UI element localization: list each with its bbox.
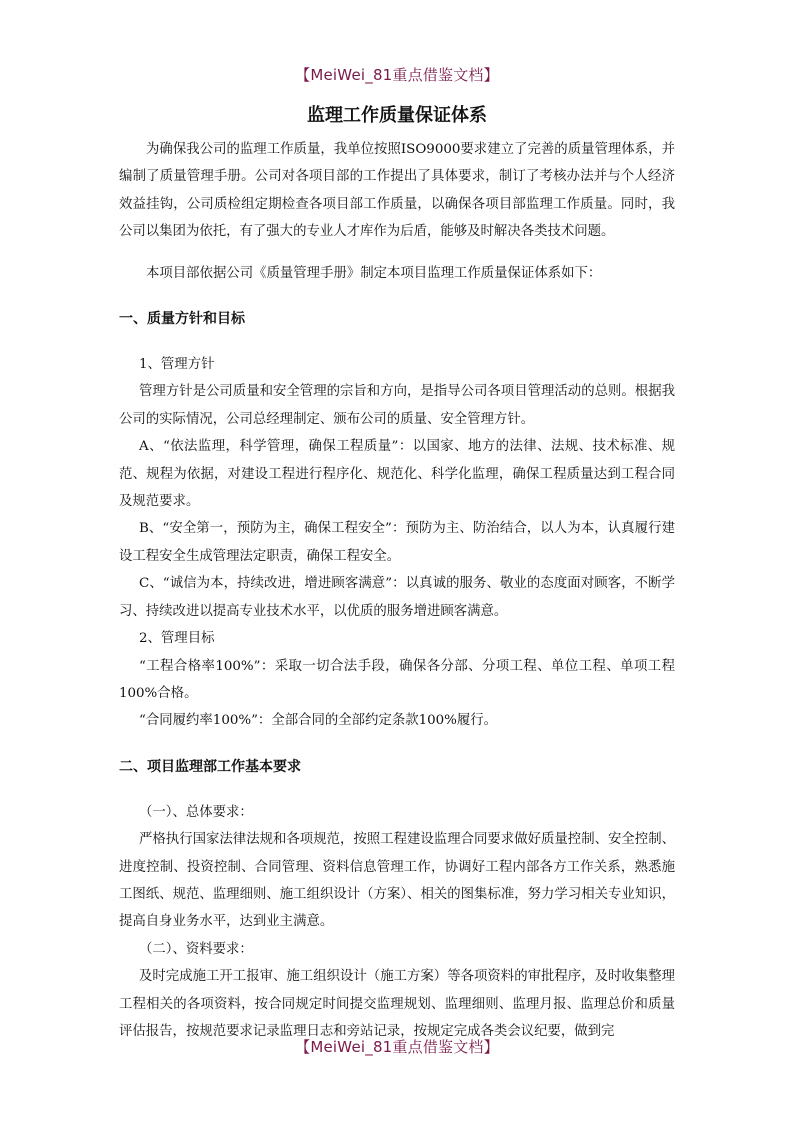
section-heading-2: 二、项目监理部工作基本要求	[119, 758, 301, 775]
goal-item-2: “合同履约率100%”：全部合同的全部约定条款100%履行。	[139, 713, 498, 729]
policy-item-b: B、“安全第一，预防为主，确保工程安全”：预防为主、防治结合，以人为本，认真履行建设工程安全生成管理法定职责，确保工程安全。	[119, 521, 675, 564]
goal-item-1: “工程合格率100%”：采取一切合法手段，确保各分部、分项工程、单位工程、单项工程100%合格。	[119, 658, 675, 701]
policy-body: 管理方针是公司质量和安全管理的宗旨和方向，是指导公司各项目管理活动的总则。根据我公司的实际情况，公司总经理制定、颁布公司的质量、安全管理方针。	[119, 384, 675, 427]
overall-requirements-body: 严格执行国家法律法规和各项规范，按照工程建设监理合同要求做好质量控制、安全控制、进度控制、投资控制、合同管理、资料信息管理工作，协调好工程内部各方工作关系，熟悉施工图纸、规范、监理细则、施工组织设计（方案）、相关的图集标准，努力学习相关专业知识，提高自身业务水平，达到业主满意。	[119, 832, 675, 930]
section-heading-1: 一、质量方针和目标	[119, 311, 245, 328]
watermark-top: 【MeiWei_81重点借鉴文档】	[295, 66, 499, 84]
intro-paragraph-2: 本项目部依据公司《质量管理手册》制定本项目监理工作质量保证体系如下：	[146, 265, 602, 281]
subsection-title-goals: 2、管理目标	[139, 631, 215, 647]
subsection-title-overall: （一）、总体要求：	[139, 804, 253, 820]
document-title: 监理工作质量保证体系	[307, 105, 487, 126]
document-requirements-body: 及时完成施工开工报审、施工组织设计（施工方案）等各项资料的审批程序，及时收集整理工程相关的各项资料，按合同规定时间提交监理规划、监理细则、监理月报、监理总价和质量评估报告，按规范要求记录监理日志和旁站记录，按规定完成各类会议纪要，做到完	[119, 969, 675, 1039]
intro-paragraph-1: 为确保我公司的监理工作质量，我单位按照ISO9000要求建立了完善的质量管理体系，并编制了质量管理手册。公司对各项目部的工作提出了具体要求，制订了考核办法并与个人经济效益挂钩，公司质检组定期检查各项目部工作质量，以确保各项目部监理工作质量。同时，我公司以集团为依托，有了强大的专业人才库作为后盾，能够及时解决各类技术问题。	[119, 142, 675, 240]
watermark-bottom: 【MeiWei_81重点借鉴文档】	[295, 1038, 499, 1056]
policy-item-c: C、“诚信为本，持续改进，增进顾客满意”：以真诚的服务、敬业的态度面对顾客，不断学习、持续改进以提高专业技术水平，以优质的服务增进顾客满意。	[119, 576, 675, 619]
document-body	[119, 102, 675, 1045]
subsection-title-documents: （二）、资料要求：	[139, 941, 253, 957]
policy-item-a: A、“依法监理，科学管理，确保工程质量”：以国家、地方的法律、法规、技术标准、规范、规程为依据，对建设工程进行程序化、规范化、科学化监理，确保工程质量达到工程合同及规范要求。	[119, 439, 675, 510]
subsection-title-policy: 1、管理方针	[139, 357, 215, 373]
